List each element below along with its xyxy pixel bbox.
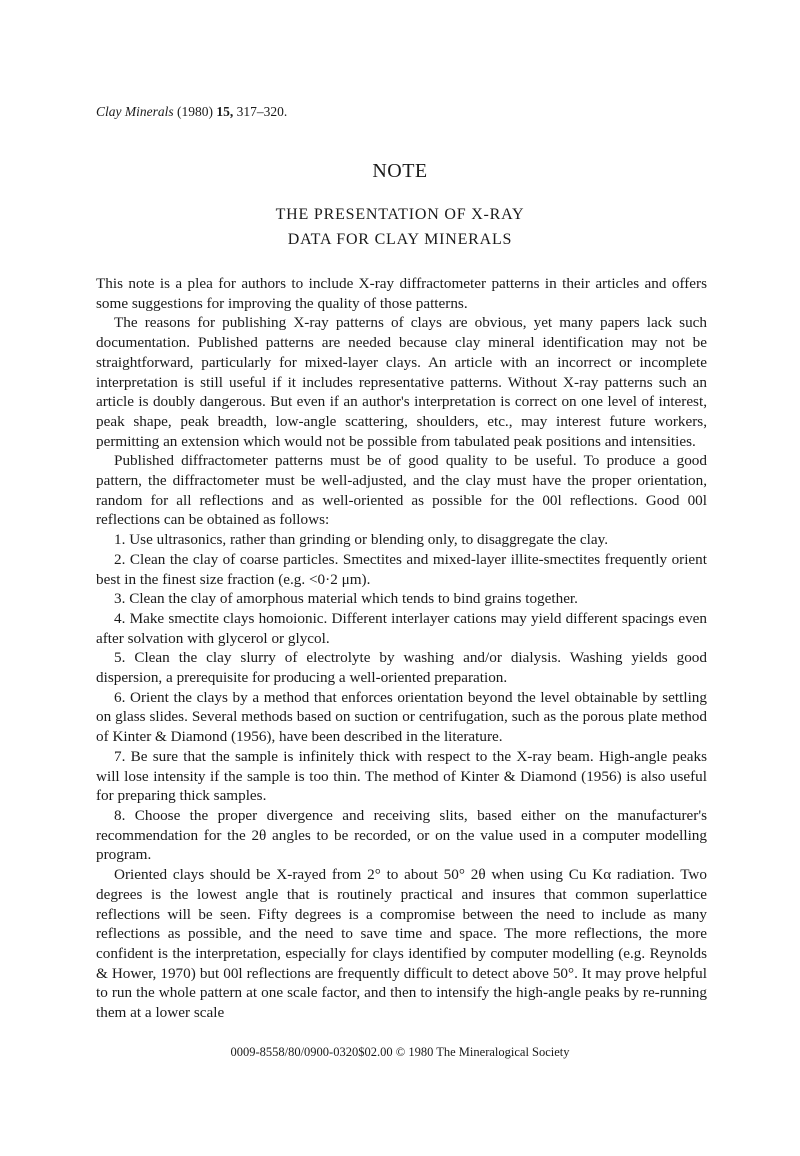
journal-pages: 317–320. (236, 104, 288, 119)
list-item: 4. Make smectite clays homoionic. Different interlayer cations may yield different spacings even after solvation with glycerol or glycol. (96, 609, 707, 647)
paragraph: Oriented clays should be X-rayed from 2° to about 50° 2θ when using Cu Kα radiation. Two degrees is the lowest angle that is routinely practical and insures that common superlattice reflections will be seen. Fifty degrees is a compromise between the need to include as many reflections as possible, and the need to save time and space. The more reflections, the more confident is the interpretation, especially for clays identified by computer modelling (e.g. Reynolds & Hower, 1970) but 00l reflections are frequently difficult to detect above 50°. It may prove helpful to run the whole pattern at one scale factor, and then to intensify the high-angle peaks by re-running them at a lower scale (96, 866, 707, 1022)
paragraph: This note is a plea for authors to include X-ray diffractometer patterns in their articles and offers some suggestions for improving the quality of those patterns. (96, 275, 707, 312)
journal-volume: 15, (216, 104, 234, 119)
article-title-line: THE PRESENTATION OF X-RAY (275, 206, 525, 223)
article-title (0, 202, 800, 252)
article-title-line: DATA FOR CLAY MINERALS (287, 231, 513, 248)
paragraph: Published diffractometer patterns must be of good quality to be useful. To produce a good pattern, the diffractometer must be well-adjusted, and the clay must have the proper orientation, random for all reflections and as well-oriented as possible for the 00l reflections. Good 00l reflections can be obtained as follows: (96, 452, 707, 529)
journal-citation (96, 104, 287, 120)
journal-year: (1980) (177, 104, 213, 119)
list-item: 3. Clean the clay of amorphous material which tends to bind grains together. (114, 590, 578, 608)
list-item: 2. Clean the clay of coarse particles. Smectites and mixed-layer illite-smectites frequently orient best in the finest size fraction (e.g. <0·2 μm). (96, 550, 707, 588)
journal-name: Clay Minerals (96, 104, 174, 119)
copyright-footer: 0009-8558/80/0900-0320$02.00 © 1980 The Mineralogical Society (230, 1045, 570, 1059)
list-item: 5. Clean the clay slurry of electrolyte by washing and/or dialysis. Washing yields good dispersion, a prerequisite for producing a well-oriented preparation. (96, 649, 707, 687)
list-item: 7. Be sure that the sample is infinitely thick with respect to the X-ray beam. High-angle peaks will lose intensity if the sample is too thin. The method of Kinter & Diamond (1956) is also useful for preparing thick samples. (96, 747, 707, 805)
list-item: 6. Orient the clays by a method that enforces orientation beyond the level obtainable by settling on glass slides. Several methods based on suction or centrifugation, such as the porous plate method of Kinter & Diamond (1956), have been described in the literature. (96, 688, 707, 746)
list-item: 1. Use ultrasonics, rather than grinding or blending only, to disaggregate the clay. (114, 531, 609, 549)
article-body (96, 274, 707, 1023)
note-label: NOTE (372, 160, 428, 182)
list-item: 8. Choose the proper divergence and receiving slits, based either on the manufacturer's recommendation for the 2θ angles to be recorded, or on the value used in a computer modelling program. (96, 806, 707, 864)
paragraph: The reasons for publishing X-ray patterns of clays are obvious, yet many papers lack such documentation. Published patterns are needed because clay mineral identification may not be straightforward, particularly for mixed-layer clays. An article with an incorrect or incomplete interpretation is still useful if it includes representative patterns. Without X-ray patterns such an article is doubly dangerous. But even if an author's interpretation is correct on one level of interest, peak shape, peak breadth, low-angle scattering, shoulders, etc., may interest future workers, permitting an extension which would not be possible from tabulated peak positions and intensities. (96, 314, 707, 450)
